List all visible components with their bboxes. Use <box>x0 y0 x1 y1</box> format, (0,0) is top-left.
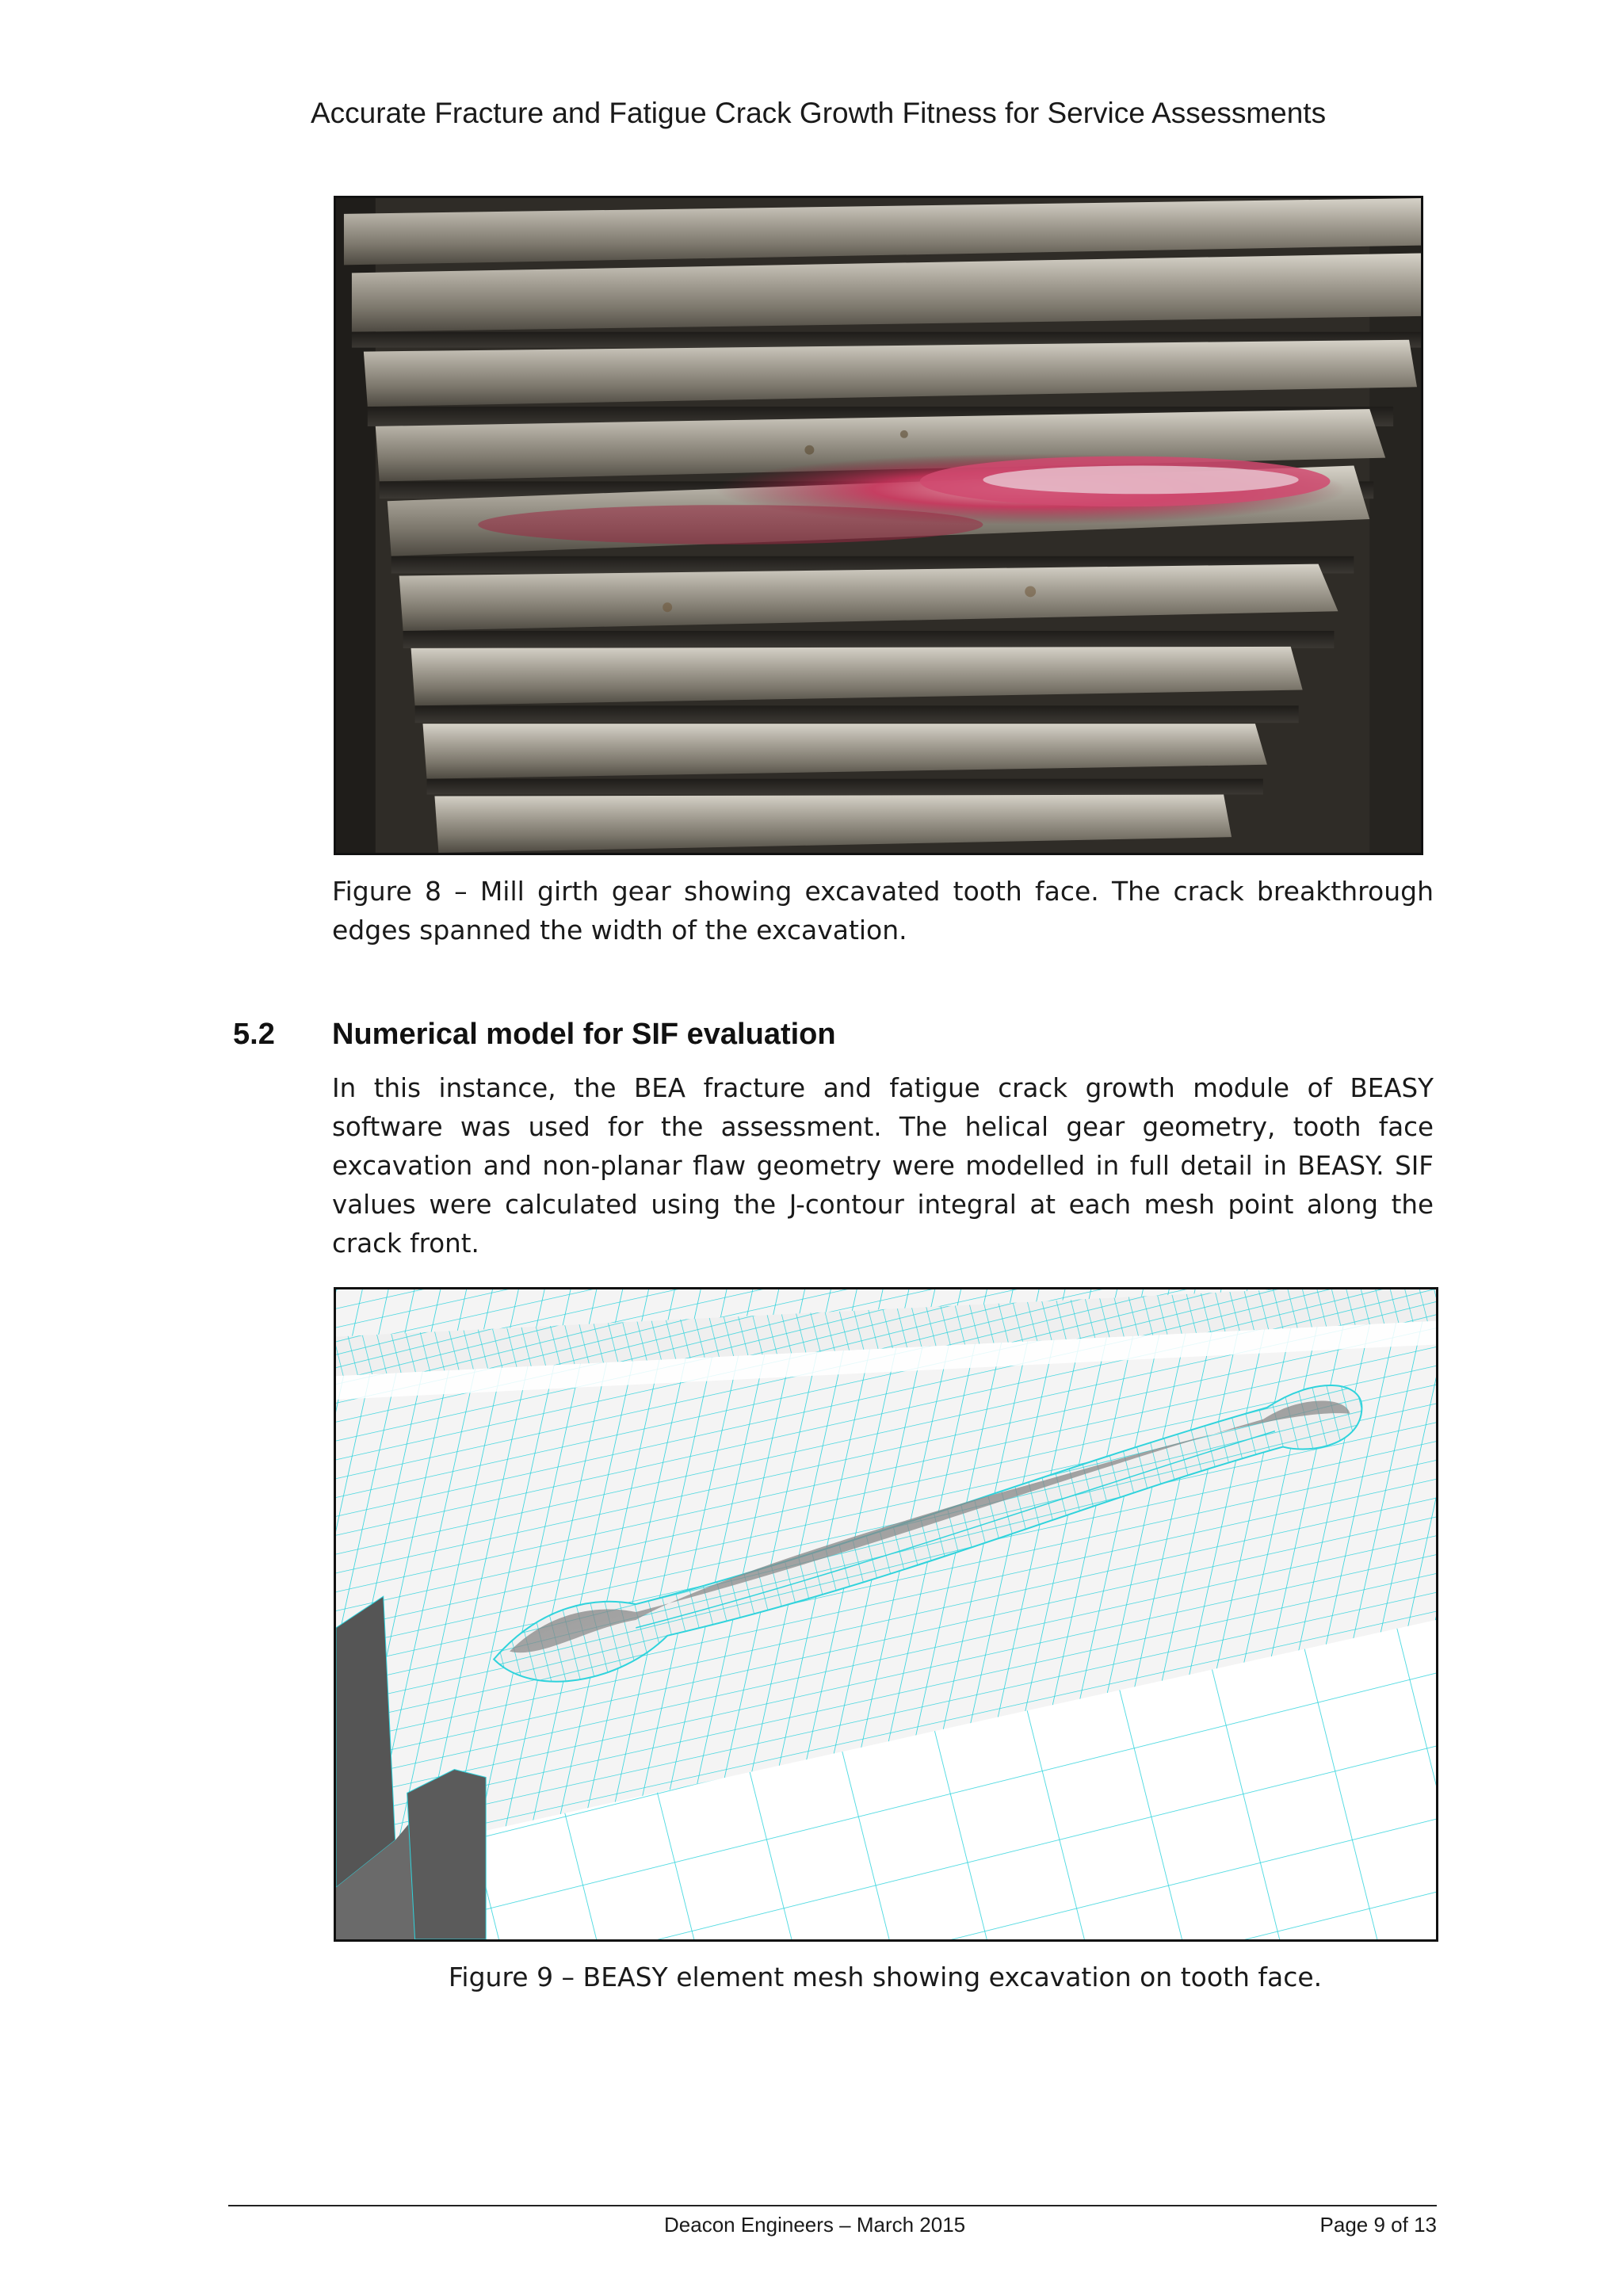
element-mesh-render <box>336 1289 1436 1939</box>
body-paragraph: In this instance, the BEA fracture and fatigue crack growth module of BEASY software was used for the assessment. The helical gear geometry, tooth face excavation and non-planar flaw geometry were modelled in full detail in BEASY. SIF values were calculated using the J-contour integral at each mesh point along the crack front. <box>332 1073 1434 1259</box>
figure-9-caption: Figure 9 – BEASY element mesh showing excavation on tooth face. <box>448 1962 1323 1992</box>
section-title: Numerical model for SIF evaluation <box>332 1018 836 1051</box>
footer-rule <box>228 2205 1437 2206</box>
figure-8-photo <box>334 196 1423 855</box>
section-number: 5.2 <box>233 1018 275 1051</box>
gear-teeth-photo <box>336 198 1421 853</box>
footer-author-date: Deacon Engineers – March 2015 <box>664 2213 966 2237</box>
figure-8-caption: Figure 8 – Mill girth gear showing excavated tooth face. The crack breakthrough edges spanned the width of the excavation. <box>332 876 1434 946</box>
figure-9-mesh <box>334 1287 1438 1942</box>
footer-page-number: Page 9 of 13 <box>1319 2213 1437 2237</box>
running-header: Accurate Fracture and Fatigue Crack Growth Fitness for Service Assessments <box>311 97 1327 129</box>
